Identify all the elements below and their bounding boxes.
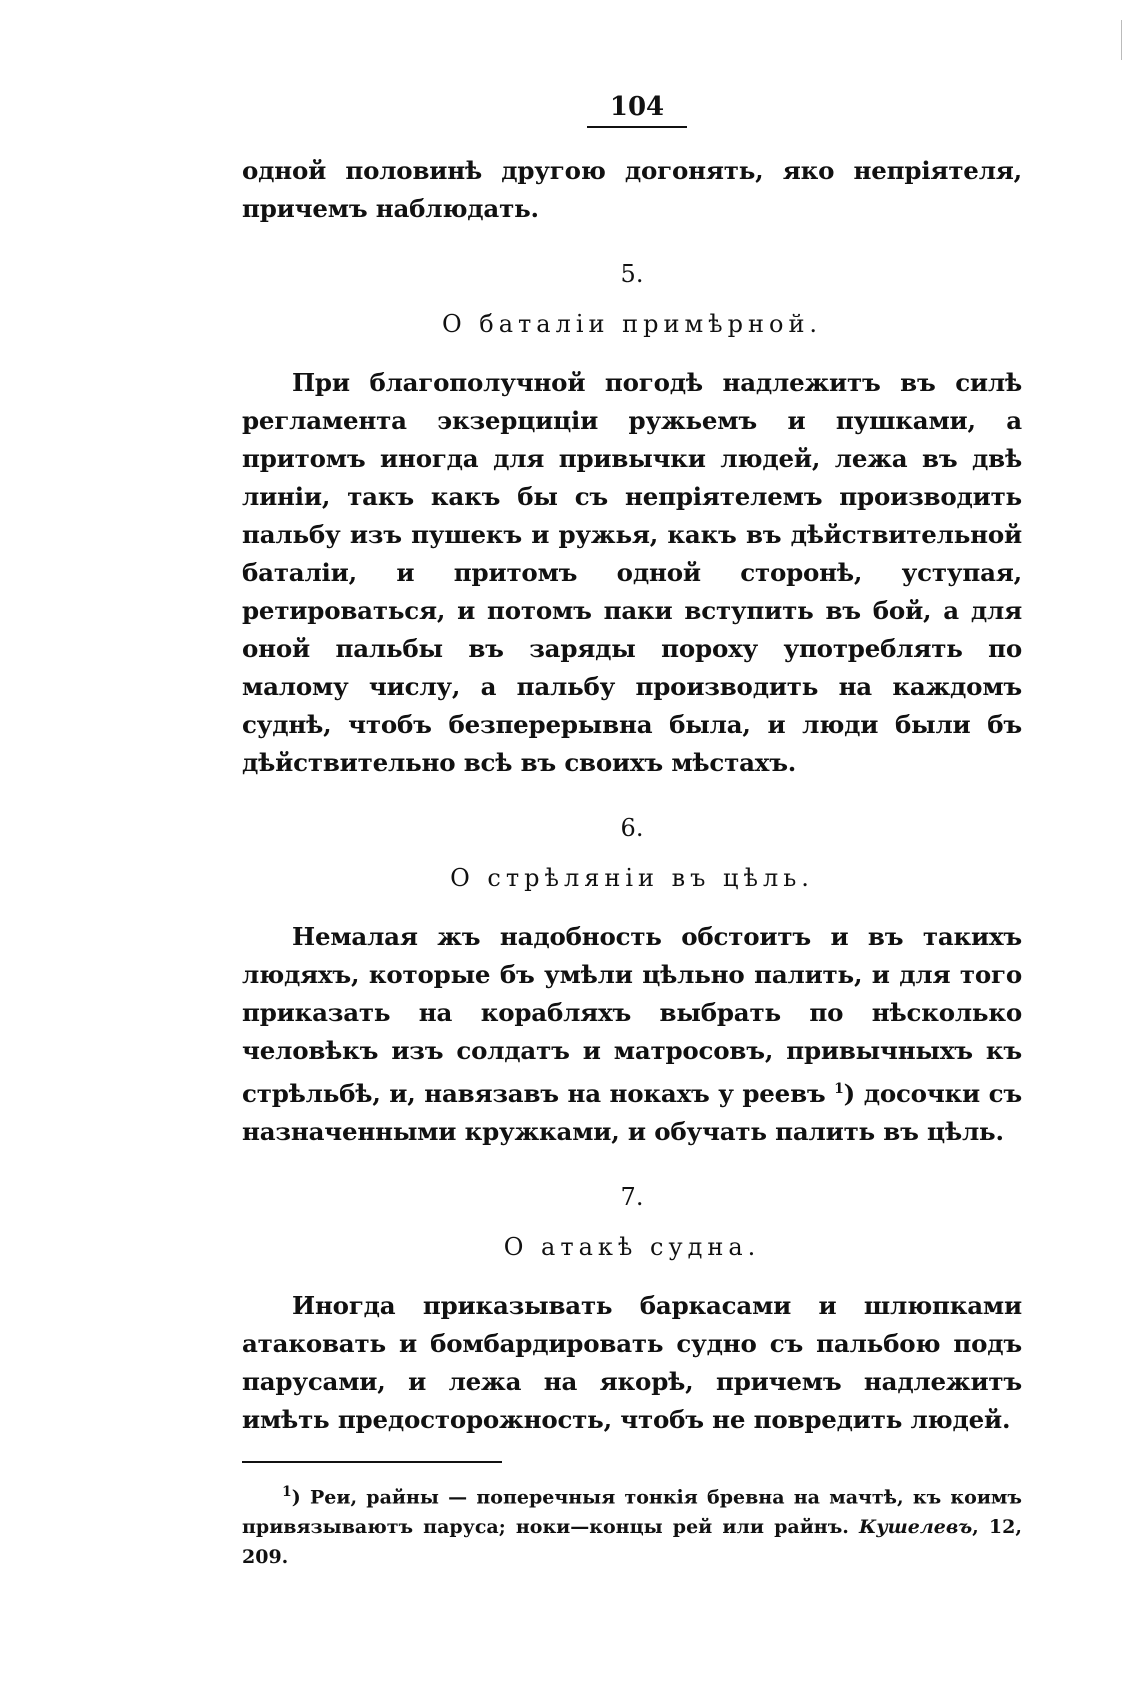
page-number: 104 <box>587 92 687 128</box>
footnote-reference: 1 <box>834 1081 844 1097</box>
footnote-citation: , 12, 209. <box>242 1516 1022 1569</box>
paragraph-text: Немалая жъ надобность обстоитъ и въ такихъ людяхъ, которые бъ умѣли цѣльно палить, и для того приказать на корабляхъ выбрать по нѣсколько человѣкъ изъ солдатъ и матросовъ, привычныхъ къ стрѣльбѣ, и, навязавъ на нокахъ у реевъ <box>242 922 1022 1109</box>
section-number: 7. <box>620 1183 644 1212</box>
section-paragraph: При благополучной погодѣ надлежитъ въ силѣ регламента экзерциціи ружьемъ и пушками, а притомъ иногда для привычки людей, лежа въ двѣ линіи, такъ какъ бы съ непріятелемъ производить пальбу изъ пушекъ и ружья, какъ въ дѣйствительной баталіи, и притомъ одной сторонѣ, уступая, ретироваться, и потомъ паки вступить въ бой, а для оной пальбы въ заряды пороху употреблять по малому числу, а пальбу производить на каждомъ суднѣ, чтобъ безперерывна была, и люди были бъ дѣйствительно всѣ въ своихъ мѣстахъ. <box>242 368 1022 777</box>
footnote-text: ) Реи, райны — поперечныя тонкія бревна на мачтѣ, къ коимъ привязываютъ паруса; ноки—концы рей или райнъ. <box>242 1486 1022 1539</box>
section-paragraph <box>242 918 1022 1151</box>
scan-edge-mark <box>1121 20 1122 60</box>
paragraph-text: ) досочки съ назначенными кружками, и обучать палить въ цѣль. <box>242 1079 1022 1147</box>
section-7 <box>242 1183 1022 1439</box>
section-number: 5. <box>620 260 644 288</box>
section-number: 6. <box>620 814 644 842</box>
footnote-divider <box>242 1461 502 1463</box>
section-title: О стрѣляніи въ цѣль. <box>450 864 814 892</box>
section-6 <box>242 814 1022 1151</box>
section-title: О баталіи примѣрной. <box>441 310 823 338</box>
footnote <box>242 1477 1022 1572</box>
footnote-author: Кушелевъ <box>859 1516 973 1539</box>
intro-paragraph: одной половинѣ другою догонять, яко непріятеля, причемъ наблюдать. <box>242 156 1022 223</box>
book-page <box>242 92 1022 1572</box>
section-paragraph: Иногда приказывать баркасами и шлюпками атаковать и бомбардировать судно съ пальбою подъ парусами, и лежа на якорѣ, причемъ надлежитъ имѣть предосторожность, чтобъ не повредить людей. <box>242 1291 1022 1435</box>
footnote-marker: 1 <box>282 1484 292 1501</box>
section-title: О атакѣ судна. <box>503 1233 761 1262</box>
section-5 <box>242 260 1022 782</box>
